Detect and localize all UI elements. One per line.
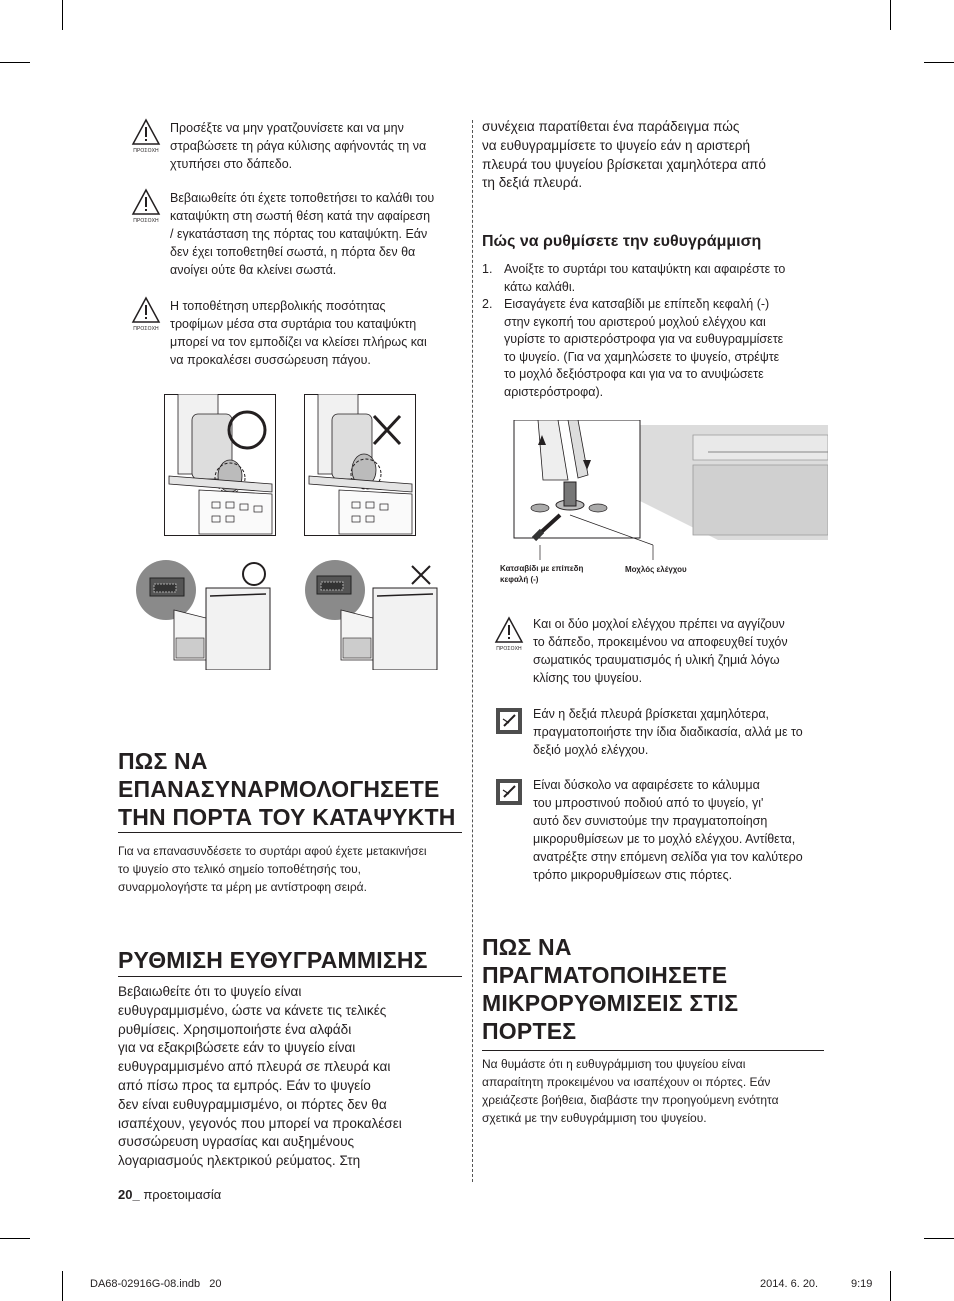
file-info: DA68-02916G-08.indb 20 [90, 1278, 222, 1290]
note-icon [495, 778, 523, 806]
caution-text: Βεβαιωθείτε ότι έχετε τοποθετήσει το καλάθι του καταψύκτη στη σωστή θέση κατά την αφαίρεση / εγκατάσταση της πόρτας του καταψύκτη. Εάν δεν έχει τοποθετηθεί σωστά, η πόρτα δεν θα ανοίγει ούτε θα κλείνει σωστά. [170, 191, 435, 277]
lever-caption: Μοχλός ελέγχου [625, 565, 687, 574]
section-rule [118, 832, 462, 833]
section-name: προετοιμασία [143, 1187, 222, 1202]
door-correct-illustration [136, 560, 274, 670]
section-body: Βεβαιωθείτε ότι το ψυγείο είναι ευθυγραμμισμένο, ώστε να κάνετε τις τελικές ρυθμίσεις. Χρησιμοποιήστε ένα αλφάδι για να εξακριβώσετε εάν το ψυγείο είναι ευθυγραμμισμένο από πλευρά σε πλευρά και από πίσω προς τα εμπρός. Εάν το ψυγείο δεν είναι ευθυγραμμισμένο, οι πόρτες δεν θα ισαπέχουν, γεγονός που μπορεί να προκαλέσει συσσώρευση υγρασίας και αυξημένους λογαριασμούς ηλεκτρικού ρεύματος. Στη [118, 984, 402, 1169]
section-title: ΠΩΣ ΝΑ ΠΡΑΓΜΑΤΟΠΟΙΗΣΕΤΕ ΜΙΚΡΟΡΥΘΜΙΣΕΙΣ ΣΤΙΣ ΠΟΡΤΕΣ [482, 934, 739, 1044]
caution-text: Και οι δύο μοχλοί ελέγχου πρέπει να αγγίζουν το δάπεδο, προκειμένου να αποφευχθεί τυχόν σωματικός τραυματισμός ή υλική ζημιά λόγω κλίσης του ψυγείου. [533, 617, 788, 685]
crop-mark [0, 62, 30, 63]
section-rule [118, 976, 462, 977]
subheading: Πώς να ρυθμίσετε την ευθυγράμμιση [482, 233, 762, 250]
list-item: 1. Ανοίξτε το συρτάρι του καταψύκτη και αφαιρέστε το κάτω καλάθι. [482, 262, 786, 294]
crop-mark [62, 1271, 63, 1301]
basket-correct-illustration [164, 394, 276, 536]
crop-mark [924, 62, 954, 63]
section-body: Να θυμάστε ότι η ευθυγράμμιση του ψυγείου είναι απαραίτητη προκειμένου να ισαπέχουν οι πόρτες. Εάν χρειάζεστε βοήθεια, διαβάστε την προηγούμενη ενότητα σχετικά με την ευθυγράμμιση του ψυγείου. [482, 1057, 779, 1125]
caution-warning-icon [494, 616, 524, 652]
page-number: 20_ [118, 1187, 140, 1202]
section-body: Για να επανασυνδέσετε το συρτάρι αφού έχετε μετακινήσει το ψυγείο στο τελικό σημείο τοποθέτησής του, συναρμολογήστε τα μέρη με αντίστροφη σειρά. [118, 844, 427, 894]
page-footer [118, 1187, 221, 1202]
door-incorrect-illustration [303, 560, 441, 670]
crop-mark [924, 1238, 954, 1239]
column-divider [472, 120, 473, 1182]
note-icon [495, 707, 523, 735]
print-time: 9:19 [851, 1278, 873, 1290]
caution-text: Η τοποθέτηση υπερβολικής ποσότητας τροφίμων μέσα στα συρτάρια του καταψύκτη μπορεί να τον εμποδίζει να κλείσει πλήρως και να προκαλέσει συσσώρευση πάγου. [170, 299, 427, 367]
list-item: 2. Εισαγάγετε ένα κατσαβίδι με επίπεδη κεφαλή (-) στην εγκοπή του αριστερού μοχλού ελέγχου και γυρίστε το αριστερόστροφα για να ευθυγραμμίσετε το ψυγείο. (Για να χαμηλώσετε το ψυγείο, στρέψτε το μοχλό δεξιόστροφα και για να το ανυψώσετε αριστερόστροφα). [482, 297, 784, 399]
note-text: Εάν η δεξιά πλευρά βρίσκεται χαμηλότερα, πραγματοποιήστε την ίδια διαδικασία, αλλά με το δεξιό μοχλό ελέγχου. [533, 707, 803, 757]
crop-mark [0, 1238, 30, 1239]
caution-warning-icon [131, 296, 161, 332]
caution-label: ΠΡΟΣΟΧΗ [496, 646, 522, 652]
note-text: Είναι δύσκολο να αφαιρέσετε το κάλυμμα του μπροστινού ποδιού από το ψυγείο, γι' αυτό δεν συνιστούμε την πραγματοποίηση μικρορυθμίσεων με το μοχλό ελέγχου. Αντίθετα, ανατρέξτε στην επόμενη σελίδα για τον καλύτερο τρόπο μικρορυθμίσεων στις πόρτες. [533, 778, 803, 882]
steps-list [482, 261, 822, 401]
crop-mark [890, 1271, 891, 1301]
intro-text: συνέχεια παρατίθεται ένα παράδειγμα πώς να ευθυγραμμίσετε το ψυγείο εάν η αριστερή πλευρά του ψυγείου βρίσκεται χαμηλότερα από τη δεξιά πλευρά. [482, 119, 766, 191]
caution-warning-icon [131, 118, 161, 154]
section-rule [482, 1050, 824, 1051]
caution-text: Προσέξτε να μην γρατζουνίσετε και να μην στραβώσετε τη ράγα κύλισης αφήνοντάς τη να χτυπήσει στο δάπεδο. [170, 121, 427, 171]
screwdriver-caption: Κατσαβίδι με επίπεδη κεφαλή (-) [500, 564, 584, 584]
crop-mark [62, 0, 63, 30]
caution-label: ΠΡΟΣΟΧΗ [133, 148, 159, 154]
caution-label: ΠΡΟΣΟΧΗ [133, 326, 159, 332]
section-title: ΡΥΘΜΙΣΗ ΕΥΘΥΓΡΑΜΜΙΣΗΣ [118, 947, 428, 973]
crop-mark [890, 0, 891, 30]
section-title: ΠΩΣ ΝΑ ΕΠΑΝΑΣΥΝΑΡΜΟΛΟΓΗΣΕΤΕ ΤΗΝ ΠΟΡΤΑ ΤΟΥ ΚΑΤΑΨΥΚΤΗ [118, 748, 456, 830]
caution-label: ΠΡΟΣΟΧΗ [133, 218, 159, 224]
basket-incorrect-illustration [304, 394, 416, 536]
caution-warning-icon [131, 188, 161, 224]
leveling-illustration [498, 420, 828, 570]
print-date: 2014. 6. 20. [760, 1278, 819, 1290]
